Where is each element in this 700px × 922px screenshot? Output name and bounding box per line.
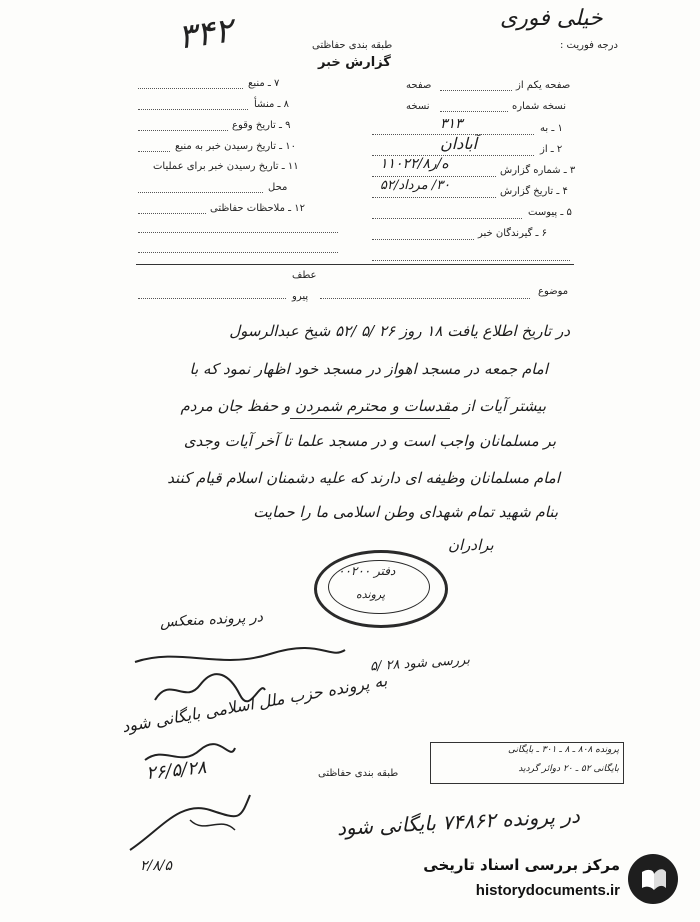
- follow-up-label: پیرو: [292, 291, 309, 302]
- recipients-label: ۶ ـ گیرندگان خبر: [478, 228, 548, 239]
- box-stamp-line-2: بایگانی ۵۲ ـ ۲۰ دوائر گردید: [518, 764, 619, 774]
- body-line-7: برادران: [448, 536, 494, 554]
- body-line-5: امام مسلمانان وظیفه ای دارند که علیه دشمنان اسلام قیام کنند: [167, 469, 560, 487]
- signature-2: [140, 740, 240, 770]
- header-divider: [136, 264, 574, 265]
- urgency-handwritten: خیلی فوری: [500, 6, 603, 31]
- footer-classification: طبقه بندی حفاظتی: [318, 768, 399, 779]
- field-origin-line: [138, 109, 248, 110]
- page-number-line: [440, 90, 512, 91]
- field-security-notes-label: ۱۲ ـ ملاحظات حفاظتی: [210, 203, 305, 214]
- box-stamp-line-1: پرونده ۸۰۸ ـ ۸ ـ ۳۰۱ ـ بایگانی: [507, 745, 619, 755]
- field-occurrence-date-line: [138, 130, 228, 131]
- field-extra-line-1: [138, 232, 338, 233]
- attachment-label: ۵ ـ پیوست: [528, 207, 572, 218]
- annotation-margin-note: به پرونده حزب ملل اسلامی بایگانی شود: [120, 670, 389, 737]
- body-line-1: در تاریخ اطلاع یافت ۱۸ روز ۲۶ /۵ /۵۲ شیخ عبدالرسول: [229, 322, 570, 340]
- watermark-title: مرکز بررسی اسناد تاریخی: [423, 856, 620, 874]
- signature-3: [120, 790, 260, 860]
- body-line-3: بیشتر آیات از مقدسات و محترم شمردن و حفظ جان مردم: [180, 397, 546, 415]
- field-news-to-ops-label: ۱۱ ـ تاریخ رسیدن خبر برای عملیات: [153, 161, 299, 172]
- recipients-line: [372, 239, 474, 240]
- stamp-top-text: دفتر ۰۰۲۰۰: [338, 564, 396, 578]
- annotation-bottom-note: در پرونده ۷۴۸۶۲ بایگانی شود: [336, 803, 581, 841]
- recipients-extra-line: [372, 260, 570, 261]
- annotation-date-left: ۲۶/۵/۲۸: [145, 756, 208, 785]
- urgency-label: درجه فوریت :: [560, 40, 618, 51]
- reference-label: عطف: [292, 270, 317, 281]
- field-source-label: ۷ ـ منبع: [248, 78, 280, 89]
- field-location-line: [138, 192, 263, 193]
- attachment-line: [372, 218, 522, 219]
- body-line-6: بنام شهید تمام شهدای وطن اسلامی ما را حمایت: [253, 503, 558, 521]
- body-line-2: امام جمعه در مسجد اهواز در مسجد خود اظهار نمود که با: [189, 360, 548, 378]
- report-date-label: ۴ ـ تاریخ گزارش: [500, 186, 568, 197]
- corner-scribble: ۳۴۲: [175, 10, 236, 58]
- field-to-value: ۳۱۳: [440, 116, 463, 132]
- page-number-label: صفحه یکم از: [516, 80, 571, 91]
- annotation-note-2: بررسی شود ۲۸ /۵: [369, 652, 471, 675]
- field-news-to-source-line: [138, 151, 170, 152]
- subject-line-left: [138, 298, 286, 299]
- flourish-stroke: [130, 642, 350, 672]
- box-stamp: [430, 742, 624, 784]
- field-source-line: [138, 88, 243, 89]
- report-number-label: ۳ ـ شماره گزارش: [500, 165, 576, 176]
- form-title: گزارش خبر: [318, 55, 391, 70]
- field-news-to-source-label: ۱۰ ـ تاریخ رسیدن خبر به منبع: [175, 141, 297, 152]
- subject-label: موضوع: [538, 286, 569, 297]
- report-number-value: ۱۱۰۲۲/ه/ر۸: [380, 156, 449, 172]
- field-from-value: آبادان: [440, 134, 478, 153]
- watermark: [388, 850, 678, 912]
- subject-line-right: [320, 298, 530, 299]
- page-number-suffix: صفحه: [406, 80, 432, 91]
- book-logo-icon: [628, 854, 678, 904]
- field-origin-label: ۸ ـ منشأ: [254, 99, 290, 110]
- classification-label: طبقه بندی حفاظتی: [312, 40, 393, 51]
- stamp-bottom-text: پرونده: [356, 588, 386, 601]
- copy-number-suffix: نسخه: [406, 101, 430, 112]
- field-extra-line-2: [138, 252, 338, 253]
- watermark-url: historydocuments.ir: [475, 882, 620, 899]
- report-date-line: [372, 197, 496, 198]
- report-date-value: ۳۰/ مرداد/۵۲: [380, 178, 451, 193]
- underline-mark: [290, 418, 450, 419]
- body-line-4: بر مسلمانان واجب است و در مسجد علما تا آخر آیات وجدی: [183, 432, 556, 450]
- copy-number-line: [440, 111, 508, 112]
- field-from-label: ۲ ـ از: [540, 144, 563, 155]
- copy-number-label: نسخه شماره: [512, 101, 566, 112]
- field-location-label: محل: [268, 182, 288, 193]
- field-security-notes-line: [138, 213, 206, 214]
- report-number-line: [372, 176, 496, 177]
- field-occurrence-date-label: ۹ ـ تاریخ وقوع: [232, 120, 291, 131]
- field-to-label: ۱ ـ به: [540, 123, 563, 134]
- annotation-bottom-left: ۲/۸/۵: [140, 858, 172, 874]
- annotation-note-1: در پرونده منعکس: [159, 609, 264, 631]
